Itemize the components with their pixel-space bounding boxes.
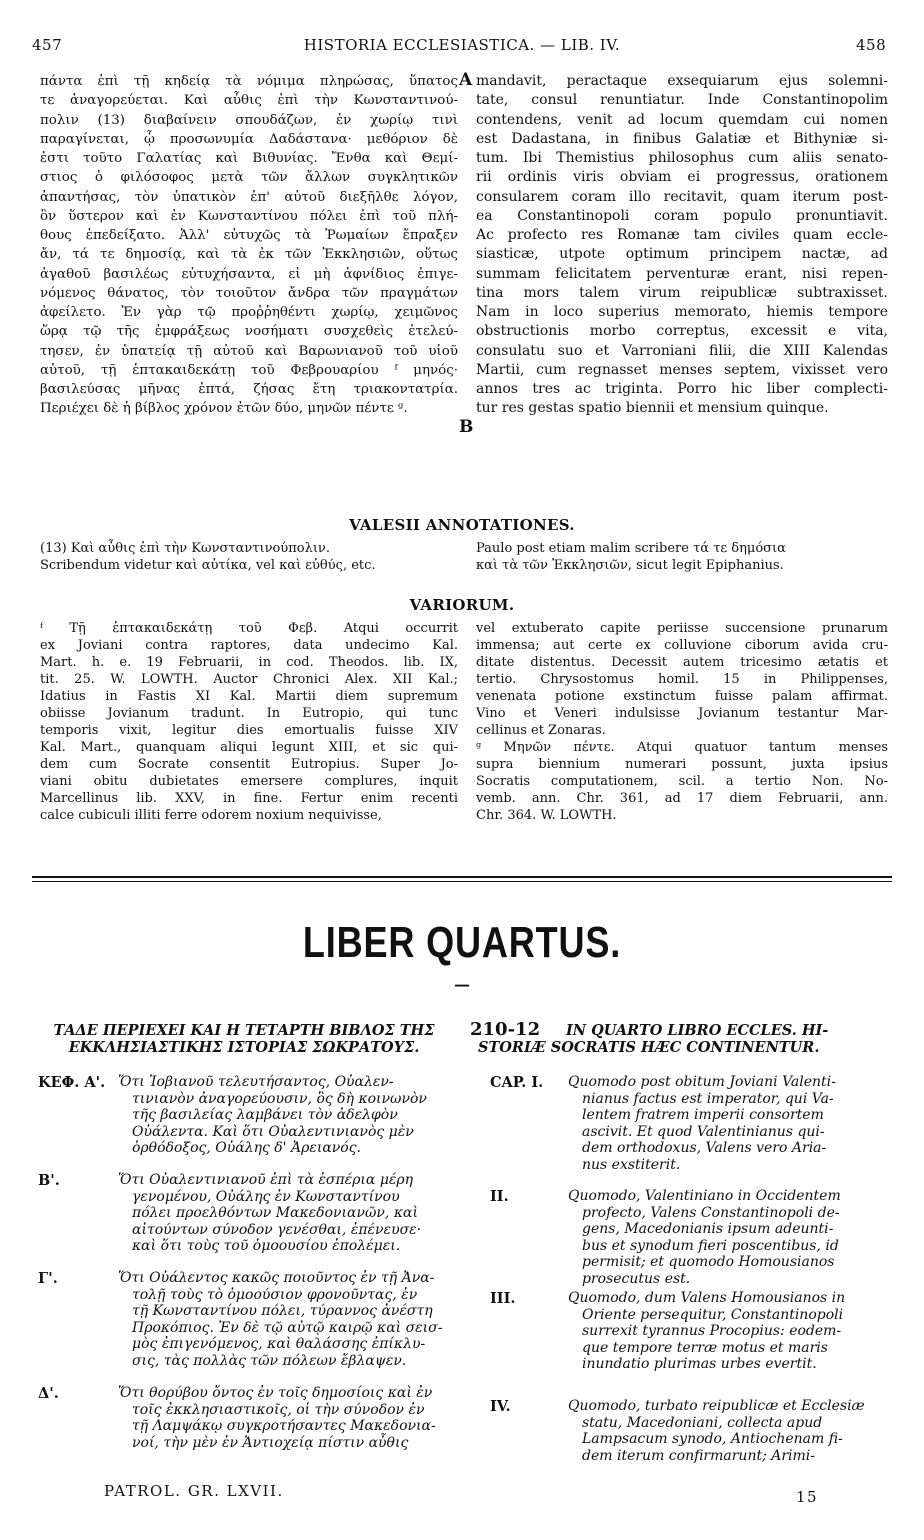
- toc-item-line: Quomodo, Valentiniano in Occidentem: [568, 1188, 841, 1204]
- toc-item-line: νοί, τὴν μὲν ἐν Ἀντιοχείᾳ πίστιν αὖθις: [132, 1434, 409, 1451]
- latin-text-line: Nam in loco superius memorato, hiemis tempore: [476, 304, 888, 320]
- variorum-note-line: vemb. ann. Chr. 361, ad 17 diem Februarii, ann.: [476, 791, 888, 806]
- greek-text-line: ἐστι τοῦτο Γαλατίας καὶ Βιθυνίας. Ἔνθα καὶ Θεμί-: [40, 151, 458, 166]
- title-dash: —: [454, 975, 470, 994]
- variorum-note-line: temporis vixit, legitur dies emortualis fuisse XIV: [40, 723, 458, 738]
- greek-text-line: Περιέχει δὲ ἡ βίβλος χρόνον ἐτῶν δύο, μηνῶν πέντε ᵍ.: [40, 401, 408, 417]
- toc-item-number: ΚΕΦ. Α'.: [38, 1074, 106, 1091]
- toc-item-line: τολῇ τοὺς τὸ ὁμοούσιον φρονοῦντας, ἐν: [132, 1286, 418, 1303]
- latin-text-line: consularem coram illo recitavit, quam iterum post-: [476, 188, 888, 205]
- variorum-note-line: tit. 25. W. LOWTH. Auctor Chronici Alex. XII Kal.;: [40, 672, 458, 687]
- toc-item-line: gens, Macedonianis ipsum adeunti-: [582, 1221, 834, 1238]
- toc-item-line: nianus factus est imperator, qui Va-: [582, 1090, 834, 1107]
- footer-signature: 15: [796, 1488, 819, 1506]
- toc-latin-heading: IN QUARTO LIBRO ECCLES. HI- STORIÆ SOCRATIS HÆC CONTINENTUR.: [478, 1022, 829, 1056]
- variorum-note-line: venenata potione exstinctum fuisse palam affirmat.: [476, 689, 888, 704]
- greek-text-line: ὃν ὕστερον καὶ ἐν Κωνσταντίνου πόλει ἐπὶ τοῦ πλή-: [40, 208, 458, 224]
- variorum-note-line: Kal. Mart., quanquam aliqui legunt XIII, et sic qui-: [40, 740, 458, 755]
- toc-item-line: permisit; et quomodo Homousianos: [582, 1254, 835, 1271]
- separator-rule-top: [32, 876, 892, 878]
- toc-item-line: Ὅτι θορύβου ὄντος ἐν τοῖς δημοσίοις καὶ ἐν: [118, 1385, 433, 1401]
- book-title: LIBER QUARTUS.: [302, 918, 622, 967]
- separator-rule-bottom: [32, 881, 892, 882]
- greek-text-line: ὥρᾳ τῷ τῆς ἐμφράξεως νοσήματι συσχεθεὶς ἐτελεύ-: [40, 324, 458, 340]
- greek-text-line: αὐτοῦ, τῇ ἑπτακαιδεκάτῃ τοῦ Φεβρουαρίου ᶠ μηνός·: [40, 362, 458, 378]
- margin-marker-a: A: [459, 70, 473, 90]
- greek-text-line: ἀπαντήσας, τὸν ὑπατικὸν ἐπ' αὐτοῦ διεξῆλθε λόγον,: [40, 189, 458, 205]
- greek-text-line: βασιλεύσας μῆνας ἑπτά, ζήσας ἔτη τριακοντατρία.: [40, 382, 458, 397]
- toc-item-line: dem orthodoxus, Valens vero Aria-: [582, 1140, 827, 1157]
- latin-text-line: tate, consul renuntiatur. Inde Constantinopolim: [476, 92, 888, 109]
- latin-text-line: Martii, cum regnasset menses septem, vixisset vero: [476, 361, 888, 378]
- latin-main-text: [476, 72, 888, 419]
- toc-item-line: statu, Macedoniani, collecta apud: [582, 1414, 823, 1431]
- variorum-note-line: ᶠ Τῇ ἑπτακαιδεκάτῃ τοῦ Φεβ. Atqui occurrit: [40, 621, 458, 636]
- variorum-note-line: Chr. 364. W. LOWTH.: [476, 808, 617, 823]
- latin-text-line: siasticæ, utpote optimum principem nactæ, ad: [476, 246, 888, 263]
- variorum-right: [476, 620, 888, 824]
- greek-text-line: παραγίνεται, ᾧ προσωνυμία Δαδάστανα· μεθόριον δὲ: [40, 131, 458, 147]
- toc-item-line: lentem fratrem imperii consortem: [582, 1107, 824, 1124]
- toc-item-line: Quomodo post obitum Joviani Valenti-: [568, 1074, 836, 1090]
- latin-text-line: consulatu suo et Varroniani filii, die XIII Kalendas: [476, 342, 888, 359]
- valesii-note-line: καὶ τὰ τῶν Ἐκκλησιῶν, sicut legit Epiphanius.: [476, 558, 784, 573]
- toc-item-number: Β'.: [38, 1172, 60, 1189]
- latin-text-line: contendens, venit ad locum quemdam cui nomen: [476, 111, 888, 128]
- greek-text-line: ἀγαθοῦ βασιλέως εὐτυχήσαντα, εἰ μὴ ἀφνίδιος ἐπιγε-: [40, 266, 458, 282]
- greek-text-line: πάντα ἐπὶ τῇ κηδείᾳ τὰ νόμιμα πληρώσας, ὕπατος: [40, 74, 458, 89]
- toc-greek-heading: ΤΑΔΕ ΠΕΡΙΕΧΕΙ ΚΑΙ Η ΤΕΤΑΡΤΗ ΒΙΒΛΟΣ ΤΗΣ ΕΚΚΛΗΣΙΑΣΤΙΚΗΣ ΙΣΤΟΡΙΑΣ ΣΩΚΡΑΤΟΥΣ.: [53, 1022, 435, 1056]
- valesii-note-line: (13) Καὶ αὖθις ἐπὶ τὴν Κωνσταντινούπολιν.: [40, 541, 330, 556]
- right-page-number: 458: [856, 36, 887, 54]
- toc-item-line: Ὅτι Ἰοβιανοῦ τελευτήσαντος, Οὐαλεν-: [118, 1074, 394, 1090]
- toc-item-line: ὀρθόδοξος, Οὐάλης δ' Ἀρειανός.: [132, 1140, 362, 1157]
- variorum-note-line: Marcellinus lib. XXV, in fine. Fertur enim recenti: [40, 791, 458, 806]
- greek-text-line: θους ἐπεδείξατο. Ἀλλ' εὐτυχῶς τὰ Ῥωμαίων ἔπραξεν: [40, 228, 458, 243]
- toc-item-number: III.: [490, 1290, 516, 1307]
- toc-item-line: Lampsacum synodo, Antiochenam fi-: [582, 1431, 843, 1448]
- variorum-note-line: immensa; aut certe ex colluvione ciborum avida cru-: [476, 638, 888, 653]
- toc-item-line: Ὅτι Οὐάλεντος κακῶς ποιοῦντος ἐν τῇ Ἀνα-: [118, 1270, 435, 1286]
- toc-item-text: [568, 1074, 888, 1174]
- greek-text-line: τε ἀναγορεύεται. Καὶ αὖθις ἐπὶ τὴν Κωνσταντινού-: [40, 93, 458, 109]
- toc-item-text: [118, 1385, 458, 1451]
- variorum-note-line: obiisse Jovianum tradunt. In Eutropio, qui tunc: [40, 706, 458, 721]
- toc-item-number: CAP. I.: [490, 1074, 544, 1091]
- toc-item-line: αἰτούντων σύνοδον γενέσθαι, ἐπένευσε·: [132, 1221, 422, 1238]
- variorum-note-line: supra biennium numerari possunt, juxta ipsius: [476, 757, 888, 772]
- toc-item-text: [568, 1398, 888, 1464]
- greek-text-line: πολιν (13) διαβαίνειν σπουδάζων, ἐν χωρίῳ τινὶ: [40, 112, 458, 128]
- toc-item-line: Ὅτι Οὐαλεντινιανοῦ ἐπὶ τὰ ἑσπέρια μέρη: [118, 1172, 414, 1188]
- toc-item-line: inundatio plurimas urbes evertit.: [582, 1356, 817, 1373]
- toc-item-line: nus exstiterit.: [582, 1156, 681, 1173]
- toc-item-line: γενομένου, Οὐάλης ἐν Κωνσταντίνου: [132, 1188, 400, 1205]
- greek-main-text: [40, 72, 458, 419]
- toc-item-line: τοῖς ἐκκλησιαστικοῖς, οἱ τὴν σύνοδον ἐν: [132, 1401, 425, 1418]
- toc-item-line: prosecutus est.: [582, 1270, 691, 1287]
- toc-item-line: bus et synodum fieri poscentibus, id: [582, 1237, 839, 1254]
- toc-item-text: [568, 1188, 888, 1288]
- toc-item-line: Quomodo, turbato reipublicæ et Ecclesiæ: [568, 1398, 865, 1414]
- column-number: 210-12: [470, 1019, 541, 1040]
- variorum-note-line: Idatius in Fastis XI Kal. Martii diem supremum: [40, 689, 458, 704]
- toc-item-line: Οὐάλεντα. Καὶ ὅτι Οὐαλεντινιανὸς μὲν: [132, 1123, 414, 1140]
- latin-text-line: annos tres ac triginta. Porro hic liber complecti-: [476, 381, 888, 397]
- toc-item-line: καὶ ὅτι τοὺς τοῦ ὁμοουσίου ἐπολέμει.: [132, 1238, 401, 1255]
- variorum-note-line: cellinus et Zonaras.: [476, 723, 606, 738]
- valesii-right: [476, 540, 888, 574]
- latin-text-line: mandavit, peractaque exsequiarum ejus solemni-: [476, 73, 888, 89]
- toc-item-line: Quomodo, dum Valens Homousianos in: [568, 1290, 846, 1306]
- variorum-note-line: viani obitu dubietates emersere complures, inquit: [40, 774, 458, 789]
- toc-item-text: [118, 1270, 458, 1370]
- toc-item-line: surrexit tyrannus Procopius: eodem-: [582, 1323, 842, 1340]
- latin-text-line: Ac profecto res Romanæ tam civiles quam eccle-: [476, 227, 888, 243]
- variorum-note-line: ᵍ Μηνῶν πέντε. Atqui quatuor tantum menses: [476, 740, 888, 755]
- left-page-number: 457: [32, 36, 63, 54]
- toc-item-number: Δ'.: [38, 1385, 59, 1402]
- toc-item-line: Προκόπιος. Ἐν δὲ τῷ αὐτῷ καιρῷ καὶ σεισ-: [132, 1319, 443, 1336]
- greek-text-line: ἀφείλετο. Ἐν γὰρ τῷ προῤῥηθέντι χωρίῳ, χειμῶνος: [40, 305, 458, 320]
- toc-item-line: τινιανὸν ἀναγορεύουσιν, ὃς δὴ κοινωνὸν: [132, 1090, 427, 1107]
- margin-marker-b: B: [459, 417, 474, 437]
- toc-item-line: profecto, Valens Constantinopoli de-: [582, 1204, 840, 1221]
- variorum-note-line: ditate distentus. Decessit autem tricesimo ætatis et: [476, 655, 888, 670]
- variorum-note-line: Vino et Veneri indulsisse Jovianum testantur Mar-: [476, 706, 888, 721]
- toc-item-number: II.: [490, 1188, 509, 1205]
- latin-text-line: tum. Ibi Themistius philosophus cum aliis senato-: [476, 150, 888, 166]
- variorum-left: [40, 620, 458, 824]
- toc-item-line: τῇ Κωνσταντίνου πόλει, τύραννος ἀνέστη: [132, 1303, 433, 1320]
- latin-text-line: ea Constantinopoli coram populo pronuntiavit.: [476, 207, 888, 224]
- toc-item-number: IV.: [490, 1398, 511, 1415]
- greek-text-line: τησεν, ἐν ὑπατείᾳ τῇ αὐτοῦ καὶ Βαρωνιανοῦ τοῦ υἱοῦ: [40, 343, 458, 359]
- toc-item-line: ascivit. Et quod Valentinianus qui-: [582, 1123, 825, 1140]
- footer-patrologia: PATROL. GR. LXVII.: [104, 1482, 284, 1500]
- variorum-note-line: dem cum Socrate consentit Eutropius. Super Jo-: [40, 757, 458, 772]
- latin-text-line: est Dadastana, in finibus Galatiæ et Bithyniæ si-: [476, 130, 888, 147]
- toc-item-text: [118, 1172, 458, 1255]
- valesii-title: VALESII ANNOTATIONES.: [349, 516, 575, 534]
- latin-text-line: summam felicitatem perventuræ erant, nisi repen-: [476, 265, 888, 282]
- toc-item-line: que tempore terræ motus et maris: [582, 1339, 828, 1356]
- variorum-note-line: vel extuberato capite periisse succensione prunarum: [476, 621, 888, 636]
- latin-text-line: tur res gestas spatio biennii et mensium quinque.: [476, 400, 829, 417]
- toc-item-line: τῆς βασιλείας λαμβάνει τὸν ἀδελφὸν: [132, 1107, 398, 1124]
- latin-text-line: obstructionis morbo correptus, excessit e vita,: [476, 323, 888, 340]
- toc-item-text: [568, 1290, 888, 1373]
- latin-text-line: tina mors talem virum reipublicæ subtraxisset.: [476, 284, 888, 301]
- toc-item-line: Oriente persequitur, Constantinopoli: [582, 1306, 844, 1323]
- toc-item-line: μὸς ἐπιγενόμενος, καὶ θαλάσσης ἐπίκλυ-: [132, 1336, 426, 1353]
- toc-item-line: πόλει προελθόντων Μακεδονιανῶν, καὶ: [132, 1205, 418, 1222]
- running-title: HISTORIA ECCLESIASTICA. — LIB. IV.: [303, 36, 621, 54]
- toc-item-text: [118, 1074, 458, 1157]
- variorum-note-line: Socratis computationem, scil. a tertio Non. No-: [476, 774, 888, 789]
- greek-text-line: ἄν, τά τε δημοσίᾳ, καὶ τὰ ἐκ τῶν Ἐκκλησιῶν, οὕτως: [40, 247, 458, 263]
- valesii-left: [40, 540, 458, 574]
- valesii-note-line: Scribendum videtur καὶ αὐτίκα, vel καὶ εὐθύς, etc.: [40, 558, 376, 573]
- greek-text-line: νόμενος θάνατος, τὸν τοιοῦτον ἄνδρα τῶν πραγμάτων: [40, 285, 458, 301]
- variorum-note-line: ex Joviani contra raptores, data undecimo Kal.: [40, 638, 458, 653]
- variorum-note-line: calce cubiculi illiti ferre odorem noxium nequivisse,: [40, 808, 382, 823]
- toc-item-line: dem iterum confirmarunt; Arimi-: [582, 1447, 816, 1464]
- toc-item-line: τῇ Λαμψάκῳ συγκροτήσαντες Μακεδονια-: [132, 1418, 436, 1435]
- greek-text-line: στιος ὁ φιλόσοφος μετὰ τῶν ἄλλων συγκλητικῶν: [40, 170, 458, 186]
- valesii-note-line: Paulo post etiam malim scribere τά τε δημόσια: [476, 541, 786, 556]
- variorum-note-line: Mart. h. e. 19 Februarii, in cod. Theodos. lib. IX,: [40, 655, 458, 670]
- toc-item-number: Γ'.: [38, 1270, 58, 1287]
- latin-text-line: rii ordinis viris obviam ei progressus, orationem: [476, 169, 888, 186]
- variorum-title: VARIORUM.: [409, 596, 515, 614]
- toc-item-line: σις, τὰς πολλὰς τῶν πόλεων ἔβλαψεν.: [132, 1352, 407, 1369]
- variorum-note-line: tertio. Chrysostomus homil. 15 in Philippenses,: [476, 672, 888, 687]
